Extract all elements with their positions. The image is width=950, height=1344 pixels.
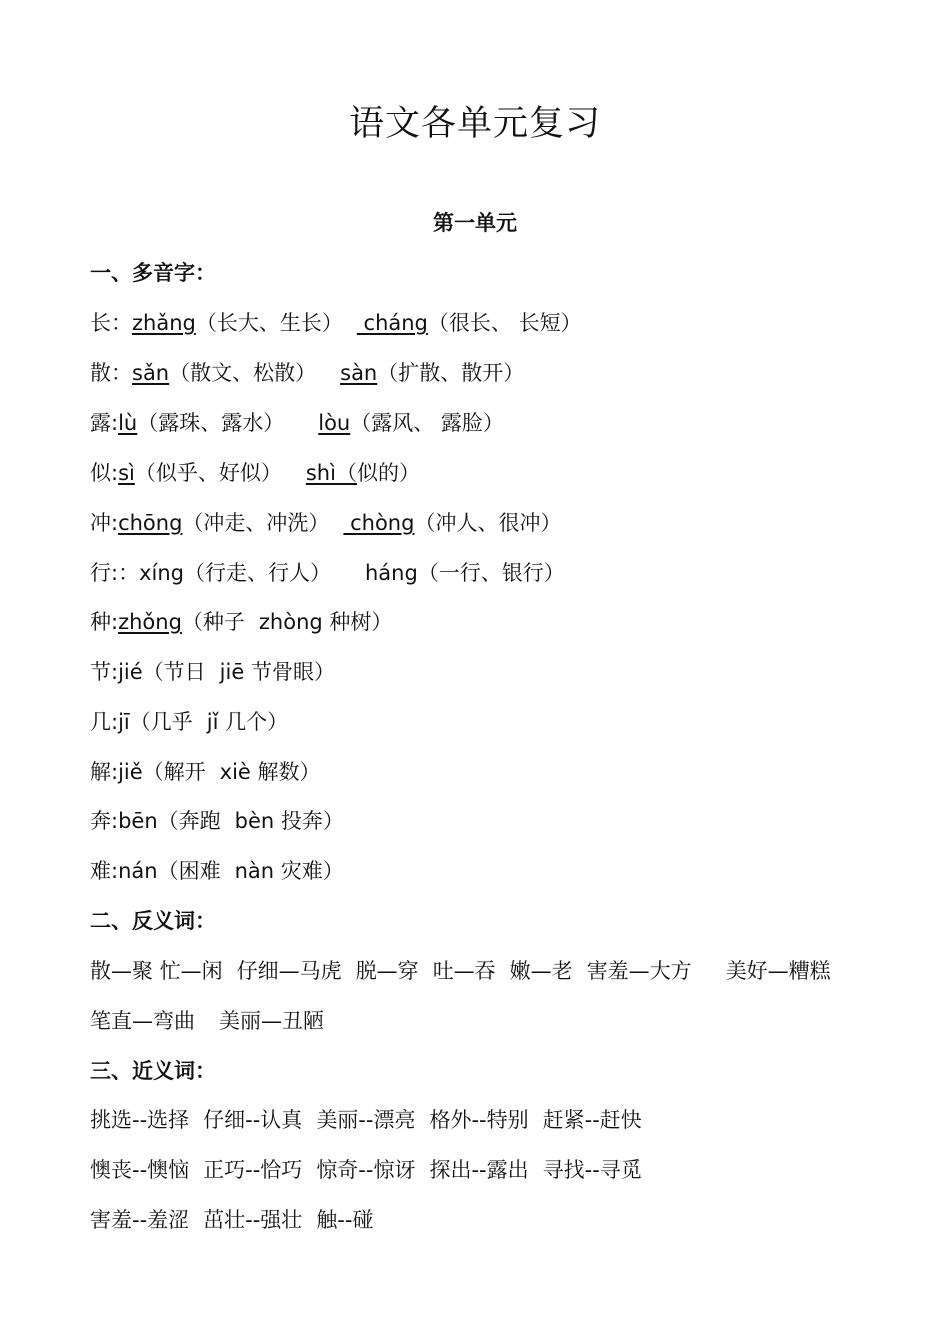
polyphonic-item: 节:jié（节日 jiē 节骨眼） (90, 660, 335, 684)
polyphonic-item: 长：zhǎng（长大、生长） cháng（很长、 长短） (90, 311, 582, 335)
antonyms-line: 笔直—弯曲 美丽—丑陋 (90, 1009, 324, 1033)
polyphonic-item: 奔:bēn（奔跑 bèn 投奔） (90, 809, 344, 833)
polyphonic-item: 似:sì（似乎、好似） shì（似的） (90, 461, 420, 485)
polyphonic-item: 解:jiě（解开 xiè 解数） (90, 760, 321, 784)
polyphonic-item: 冲:chōng（冲走、冲洗） chòng（冲人、很冲） (90, 511, 562, 535)
polyphonic-item: 难:nán（困难 nàn 灾难） (90, 859, 344, 883)
antonyms-line: 散—聚 忙—闲 仔细—马虎 脱—穿 吐—吞 嫩—老 害羞—大方 美好—糟糕 (90, 959, 831, 983)
polyphonic-item: 行:：xíng（行走、行人） háng（一行、银行） (90, 561, 565, 585)
section-heading-antonyms: 二、反义词： (90, 909, 216, 933)
polyphonic-item: 几:jī（几乎 jǐ 几个） (90, 710, 289, 734)
polyphonic-item: 种:zhǒng（种子 zhòng 种树） (90, 610, 393, 634)
synonyms-line: 挑选--选择 仔细--认真 美丽--漂亮 格外--特别 赶紧--赶快 (90, 1108, 642, 1132)
synonyms-line: 懊丧--懊恼 正巧--恰巧 惊奇--惊讶 探出--露出 寻找--寻觅 (90, 1158, 642, 1182)
polyphonic-item: 散：sǎn（散文、松散） sàn（扩散、散开） (90, 361, 525, 385)
unit-title: 第一单元 (433, 211, 517, 235)
section-heading-polyphonic: 一、多音字： (90, 261, 216, 285)
document-title: 语文各单元复习 (348, 104, 601, 144)
polyphonic-item: 露:lù（露珠、露水） lòu（露风、 露脸） (90, 411, 504, 435)
synonyms-line: 害羞--羞涩 茁壮--强壮 触--碰 (90, 1208, 374, 1232)
section-heading-synonyms: 三、近义词： (90, 1059, 216, 1083)
